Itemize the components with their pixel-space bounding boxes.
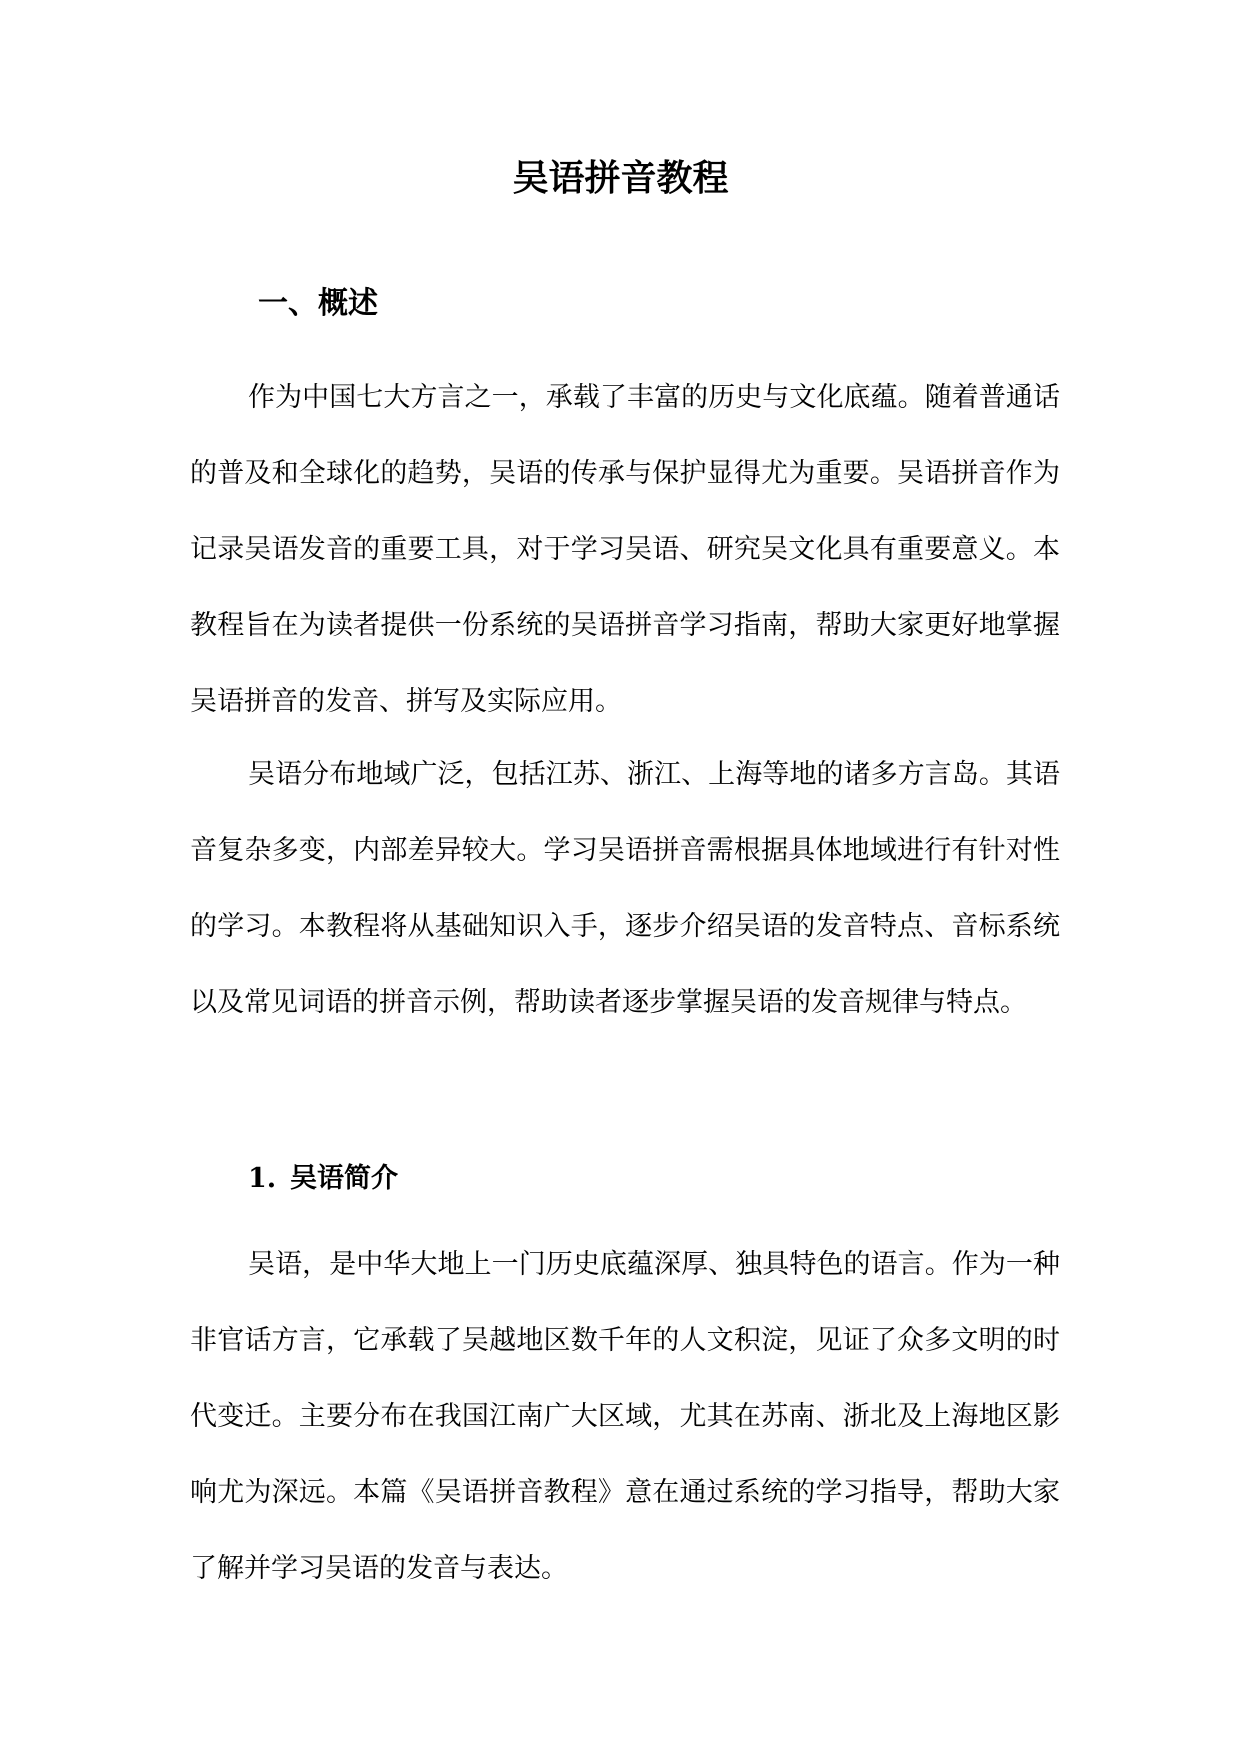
subsection-number: 1. bbox=[248, 1163, 277, 1194]
section-heading-overview: 一、概述 bbox=[258, 286, 378, 321]
overview-paragraph-2: 吴语分布地域广泛，包括江苏、浙江、上海等地的诸多方言岛。其语音复杂多变，内部差异较大。学习吴语拼音需根据具体地域进行有针对性的学习。本教程将从基础知识入手，逐步介绍吴语的发音特点、音标系统以及常见词语的拼音示例，帮助读者逐步掌握吴语的发音规律与特点。 bbox=[190, 759, 1060, 1018]
subsection-heading-text: 吴语简介 bbox=[290, 1163, 398, 1194]
overview-paragraph-1: 作为中国七大方言之一，承载了丰富的历史与文化底蕴。随着普通话的普及和全球化的趋势，吴语的传承与保护显得尤为重要。吴语拼音作为记录吴语发音的重要工具，对于学习吴语、研究吴文化具有重要意义。本教程旨在为读者提供一份系统的吴语拼音学习指南，帮助大家更好地掌握吴语拼音的发音、拼写及实际应用。 bbox=[190, 382, 1060, 717]
wu-intro-paragraph-1: 吴语，是中华大地上一门历史底蕴深厚、独具特色的语言。作为一种非官话方言，它承载了吴越地区数千年的人文积淀，见证了众多文明的时代变迁。主要分布在我国江南广大区域，尤其在苏南、浙北及上海地区影响尤为深远。本篇《吴语拼音教程》意在通过系统的学习指导，帮助大家了解并学习吴语的发音与表达。 bbox=[190, 1249, 1060, 1584]
document-title: 吴语拼音教程 bbox=[512, 157, 729, 199]
subsection-heading-wu-intro bbox=[248, 1157, 398, 1201]
